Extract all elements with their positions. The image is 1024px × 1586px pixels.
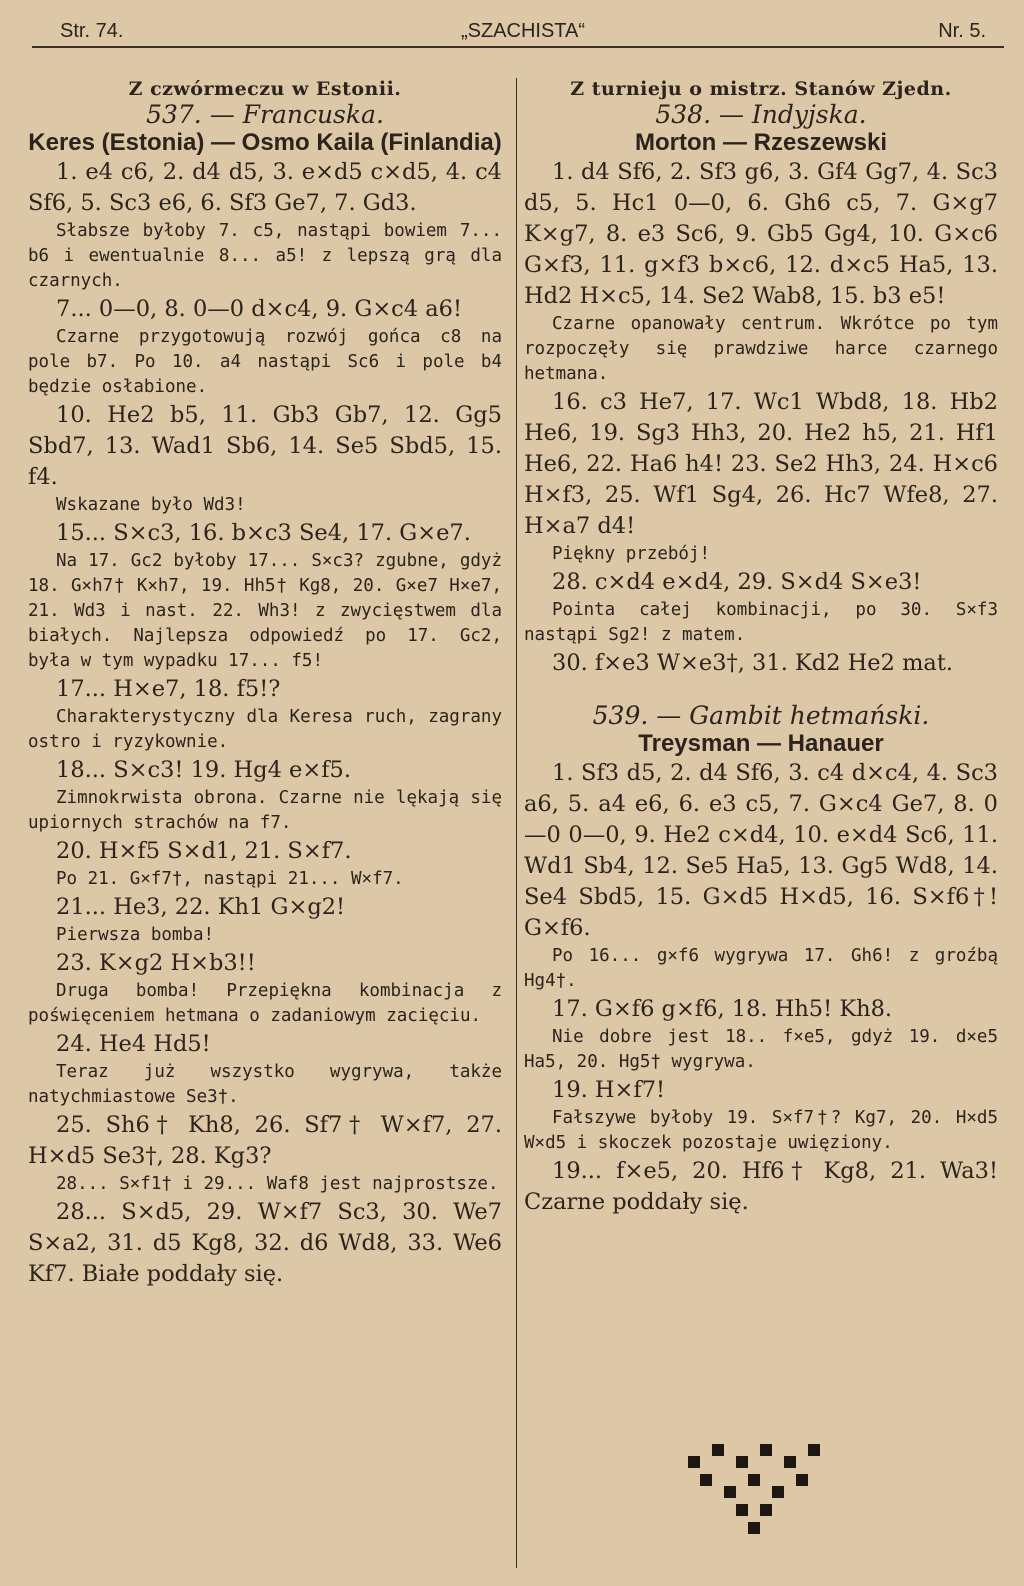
section-title: Z czwórmeczu w Estonii. xyxy=(128,78,402,100)
moves-paragraph: 19... f×e5, 20. Hf6† Kg8, 21. Wa3! Czarne poddały się. xyxy=(524,1158,998,1215)
moves-paragraph: 17. G×f6 g×f6, 18. Hh5! Kh8. xyxy=(552,996,893,1022)
comment-paragraph: Pointa całej kombinacji, po 30. S×f3 nastąpi Sg2! z matem. xyxy=(524,600,998,645)
ornament-square xyxy=(760,1444,772,1456)
comment-paragraph: Na 17. Gc2 byłoby 17... S×c3? zgubne, gdyż 18. G×h7† K×h7, 19. Hh5† Kg8, 20. G×e7 H×e7, 21. Wd3 i nast. 22. Wh3! z zwycięstwem dla białych. Najlepsza odpowiedź po 17. Gc2, była w tym wypadku 17... f5! xyxy=(28,551,502,671)
ornament-square xyxy=(748,1474,760,1486)
issue-number: Nr. 5. xyxy=(938,20,986,42)
right-column xyxy=(524,78,998,1218)
end-ornament xyxy=(688,1444,820,1534)
game-players: Morton — Rzeszewski xyxy=(634,129,888,156)
moves-paragraph: 16. c3 He7, 17. Wc1 Wbd8, 18. Hb2 He6, 19. Sg3 Hh3, 20. He2 h5, 21. Hf1 He6, 22. Ha6 h4! 23. Se2 Hh3, 24. H×c6 H×f3, 25. Wf1 Sg4, 26. Hc7 Wfe8, 27. H×a7 d4! xyxy=(524,389,998,539)
moves-paragraph: 1. d4 Sf6, 2. Sf3 g6, 3. Gf4 Gg7, 4. Sc3 d5, 5. Hc1 0—0, 6. Gh6 c5, 7. G×g7 K×g7, 8. e3 Sc6, 9. Gb5 Gg4, 10. G×c6 G×f3, 11. g×f3 b×c6, 12. d×c5 Ha5, 13. Hd2 H×c5, 14. Se2 Wab8, 15. b3 e5! xyxy=(524,159,998,309)
moves-paragraph: 18... S×c3! 19. Hg4 e×f5. xyxy=(56,757,352,783)
comment-paragraph: Słabsze byłoby 7. c5, nastąpi bowiem 7... b6 i ewentualnie 8... a5! z lepszą grą dla czarnych. xyxy=(28,221,502,291)
comment-paragraph: Fałszywe byłoby 19. S×f7†? Kg7, 20. H×d5 W×d5 i skoczek pozostaje uwięziony. xyxy=(524,1108,998,1153)
game-moves xyxy=(524,157,998,679)
ornament-square xyxy=(724,1486,736,1498)
moves-paragraph: 28. c×d4 e×d4, 29. S×d4 S×e3! xyxy=(552,569,922,595)
comment-paragraph: Piękny przebój! xyxy=(552,544,711,564)
ornament-square xyxy=(796,1474,808,1486)
moves-paragraph: 24. He4 Hd5! xyxy=(56,1031,211,1057)
game-moves xyxy=(28,157,502,1290)
section-title: Z turnieju o mistrz. Stanów Zjedn. xyxy=(570,78,952,100)
moves-paragraph: 1. Sf3 d5, 2. d4 Sf6, 3. c4 d×c4, 4. Sc3 a6, 5. a4 e6, 6. e3 c5, 7. G×c4 Ge7, 8. 0—0 0—0, 9. He2 c×d4, 10. e×d4 Sc6, 11. Wd1 Sb4, 12. Se5 Ha5, 13. Gg5 Wd8, 14. Se4 Sbd5, 15. G×d5 H×d5, 16. S×f6†! G×f6. xyxy=(524,760,998,941)
page-number: Str. 74. xyxy=(60,20,124,42)
game-number: 538. — Indyjska. xyxy=(655,100,867,129)
moves-paragraph: 20. H×f5 S×d1, 21. S×f7. xyxy=(56,838,352,864)
ornament-square xyxy=(808,1444,820,1456)
comment-paragraph: Po 21. G×f7†, nastąpi 21... W×f7. xyxy=(56,869,404,889)
comment-paragraph: Zimnokrwista obrona. Czarne nie lękają się upiornych strachów na f7. xyxy=(28,788,502,833)
column-divider xyxy=(516,78,517,1568)
moves-paragraph: 30. f×e3 W×e3†, 31. Kd2 He2 mat. xyxy=(552,650,954,676)
comment-paragraph: 28... S×f1† i 29... Waf8 jest najprostsze. xyxy=(56,1174,499,1194)
moves-paragraph: 1. e4 c6, 2. d4 d5, 3. e×d5 c×d5, 4. c4 Sf6, 5. Sc3 e6, 6. Sf3 Ge7, 7. Gd3. xyxy=(28,159,502,216)
game-players: Treysman — Hanauer xyxy=(638,730,884,757)
left-column xyxy=(28,78,502,1290)
moves-paragraph: 25. Sh6† Kh8, 26. Sf7† W×f7, 27. H×d5 Se3†, 28. Kg3? xyxy=(28,1112,502,1169)
comment-paragraph: Pierwsza bomba! xyxy=(56,925,215,945)
comment-paragraph: Wskazane było Wd3! xyxy=(56,495,246,515)
comment-paragraph: Czarne opanowały centrum. Wkrótce po tym rozpoczęły się prawdziwe harce czarnego hetmana. xyxy=(524,314,998,384)
game-number: 539. — Gambit hetmański. xyxy=(592,701,930,730)
comment-paragraph: Druga bomba! Przepiękna kombinacja z poświęceniem hetmana o zadaniowym zacięciu. xyxy=(28,981,502,1026)
moves-paragraph: 10. He2 b5, 11. Gb3 Gb7, 12. Gg5 Sbd7, 13. Wad1 Sb6, 14. Se5 Sbd5, 15. f4. xyxy=(28,402,502,490)
comment-paragraph: Po 16... g×f6 wygrywa 17. Gh6! z groźbą Hg4†. xyxy=(524,946,998,991)
page-header xyxy=(60,16,986,46)
comment-paragraph: Charakterystyczny dla Keresa ruch, zagrany ostro i ryzykownie. xyxy=(28,707,502,752)
comment-paragraph: Czarne przygotowują rozwój gońca c8 na pole b7. Po 10. a4 nastąpi Sc6 i pole b4 będzie osłabione. xyxy=(28,327,502,397)
ornament-square xyxy=(772,1486,784,1498)
moves-paragraph: 23. K×g2 H×b3!! xyxy=(56,950,256,976)
ornament-square xyxy=(700,1474,712,1486)
game-number: 537. — Francuska. xyxy=(146,100,384,129)
ornament-square xyxy=(736,1456,748,1468)
ornament-square xyxy=(760,1504,772,1516)
moves-paragraph: 19. H×f7! xyxy=(552,1077,666,1103)
ornament-square xyxy=(748,1522,760,1534)
moves-paragraph: 17... H×e7, 18. f5!? xyxy=(56,676,281,702)
comment-paragraph: Nie dobre jest 18.. f×e5, gdyż 19. d×e5 Ha5, 20. Hg5† wygrywa. xyxy=(524,1027,998,1072)
ornament-square xyxy=(736,1504,748,1516)
moves-paragraph: 15... S×c3, 16. b×c3 Se4, 17. G×e7. xyxy=(56,520,471,546)
moves-paragraph: 28... S×d5, 29. W×f7 Sc3, 30. We7 S×a2, 31. d5 Kg8, 32. d6 Wd8, 33. We6 Kf7. Białe poddały się. xyxy=(28,1199,502,1287)
header-rule xyxy=(32,46,1004,48)
game-moves xyxy=(524,758,998,1218)
moves-paragraph: 21... He3, 22. Kh1 G×g2! xyxy=(56,894,346,920)
moves-paragraph: 7... 0—0, 8. 0—0 d×c4, 9. G×c4 a6! xyxy=(56,296,463,322)
ornament-square xyxy=(784,1456,796,1468)
ornament-square xyxy=(712,1444,724,1456)
comment-paragraph: Teraz już wszystko wygrywa, także natychmiastowe Se3†. xyxy=(28,1062,502,1107)
ornament-square xyxy=(688,1456,700,1468)
game-players: Keres (Estonia) — Osmo Kaila (Finlandia) xyxy=(28,129,502,156)
spacer xyxy=(524,679,998,701)
magazine-title: „SZACHISTA“ xyxy=(460,20,586,42)
